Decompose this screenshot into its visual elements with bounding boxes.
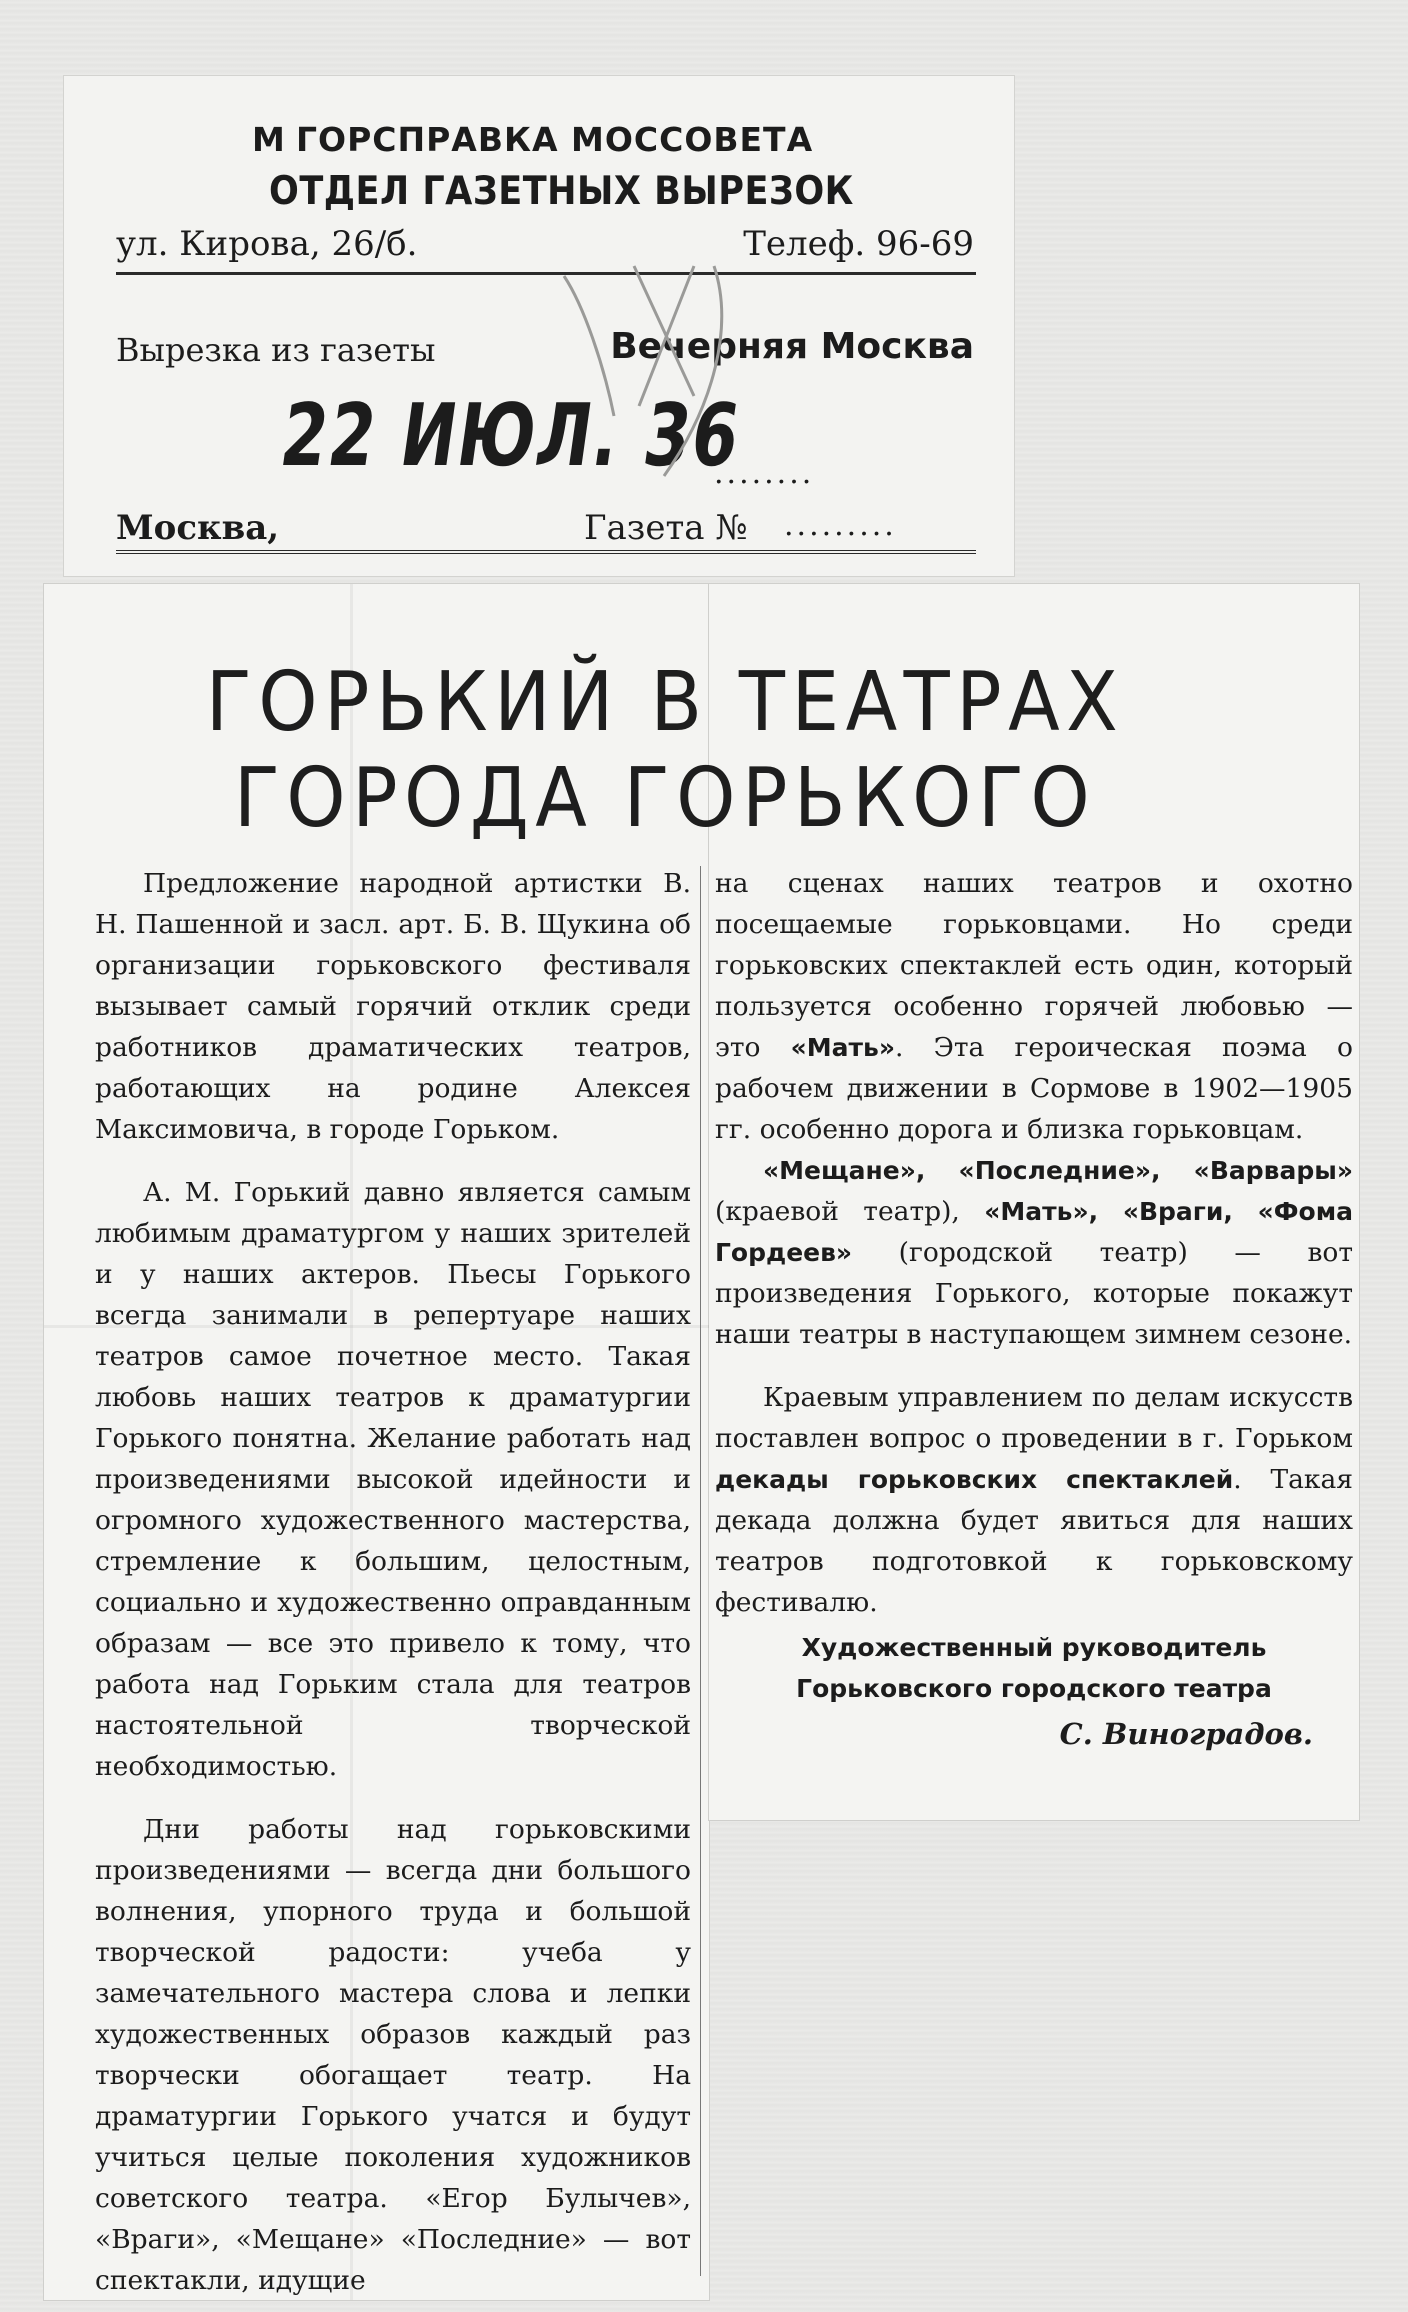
decade-highlight: декады горьковских спектаклей	[715, 1465, 1234, 1494]
article-left-column	[95, 863, 691, 2301]
slip-bottom-rule	[116, 550, 976, 554]
issue-dots: .........	[784, 508, 897, 543]
city-label: Москва,	[116, 508, 280, 548]
article-right-column	[715, 863, 1353, 1751]
date-dots: ........	[714, 456, 815, 491]
headline-line-2: ГОРОДА ГОРЬКОГО	[233, 751, 1097, 846]
author-role-line-1: Художественный руководитель	[801, 1633, 1267, 1662]
author-signature	[715, 1627, 1353, 1751]
paragraph	[715, 1377, 1353, 1623]
newspaper-name: Вечерняя Москва	[610, 326, 974, 367]
agency-phone: Телеф. 96-69	[743, 224, 974, 264]
column-divider	[700, 866, 701, 2276]
cutting-label: Вырезка из газеты	[116, 331, 436, 369]
play-title: «Мать»	[790, 1033, 895, 1062]
date-stamp: 22 ИЮЛ. 36	[274, 386, 747, 486]
article-headline	[108, 655, 1221, 847]
paragraph	[715, 1150, 1353, 1355]
headline-line-1: ГОРЬКИЙ В ТЕАТРАХ	[205, 655, 1125, 750]
author-name: С. Виноградов.	[1059, 1717, 1313, 1751]
issue-label: Газета №	[584, 508, 748, 548]
text-run: (краевой театр),	[715, 1196, 985, 1227]
play-titles: «Мещане», «Последние», «Варвары»	[763, 1156, 1353, 1185]
clipping-agency-slip	[64, 76, 1014, 576]
text-run: Краевым управлением по делам искусств поставлен вопрос о проведении в г. Горьком	[715, 1382, 1353, 1454]
agency-address: ул. Кирова, 26/б.	[116, 224, 418, 264]
pencil-mark-icon	[544, 246, 804, 506]
text-run: . Такая декада должна будет явиться для наших театров подготовкой к горьковскому фестивалю.	[715, 1464, 1353, 1618]
agency-prefix: М	[252, 120, 285, 159]
paragraph: Дни работы над горьковскими произведениями — всегда дни большого волнения, упорного труда и большой творческой радости: учеба у замечательного мастера слова и лепки художественных образов каждый раз творчески обогащает театр. На драматургии Горького учатся и будут учиться целые поколения художников советского театра. «Егор Булычев», «Враги», «Мещане» «Последние» — вот спектакли, идущие	[95, 1814, 691, 2296]
department-name: ОТДЕЛ ГАЗЕТНЫХ ВЫРЕЗОК	[269, 169, 854, 214]
text-run: . Эта героическая поэма о рабочем движении в Сормове в 1902—1905 гг. особенно дорога и близка горьковцам.	[715, 1032, 1353, 1145]
text-run: на сценах наших театров и охотно посещаемые горьковцами. Но среди горьковских спектаклей есть один, который пользуется особенно горячей любовью — это	[715, 868, 1353, 1063]
paragraph	[715, 863, 1353, 1150]
paragraph: Предложение народной артистки В. Н. Пашенной и засл. арт. Б. В. Щукина об организации горьковского фестиваля вызывает самый горячий отклик среди работников драматических театров, работающих на родине Алексея Максимовича, в городе Горьком.	[95, 868, 691, 1145]
play-titles: «Мать», «Враги, «Фома Гордеев»	[715, 1197, 1353, 1267]
agency-name: ГОРСПРАВКА МОССОВЕТА	[296, 120, 814, 159]
author-role-line-2: Горьковского городского театра	[796, 1674, 1272, 1703]
text-run: (городской театр) — вот произведения Горького, которые покажут наши театры в наступающем зимнем сезоне.	[715, 1237, 1353, 1350]
paragraph: А. М. Горький давно является самым любимым драматургом у наших зрителей и у наших актеров. Пьесы Горького всегда занимали в репертуаре наших театров самое почетное место. Такая любовь наших театров к драматургии Горького понятна. Желание работать над произведениями высокой идейности и огромного художественного мастерства, стремление к большим, целостным, социально и художественно оправданным образам — все это привело к тому, что работа над Горьким стала для театров настоятельной творческой необходимостью.	[95, 1177, 691, 1782]
